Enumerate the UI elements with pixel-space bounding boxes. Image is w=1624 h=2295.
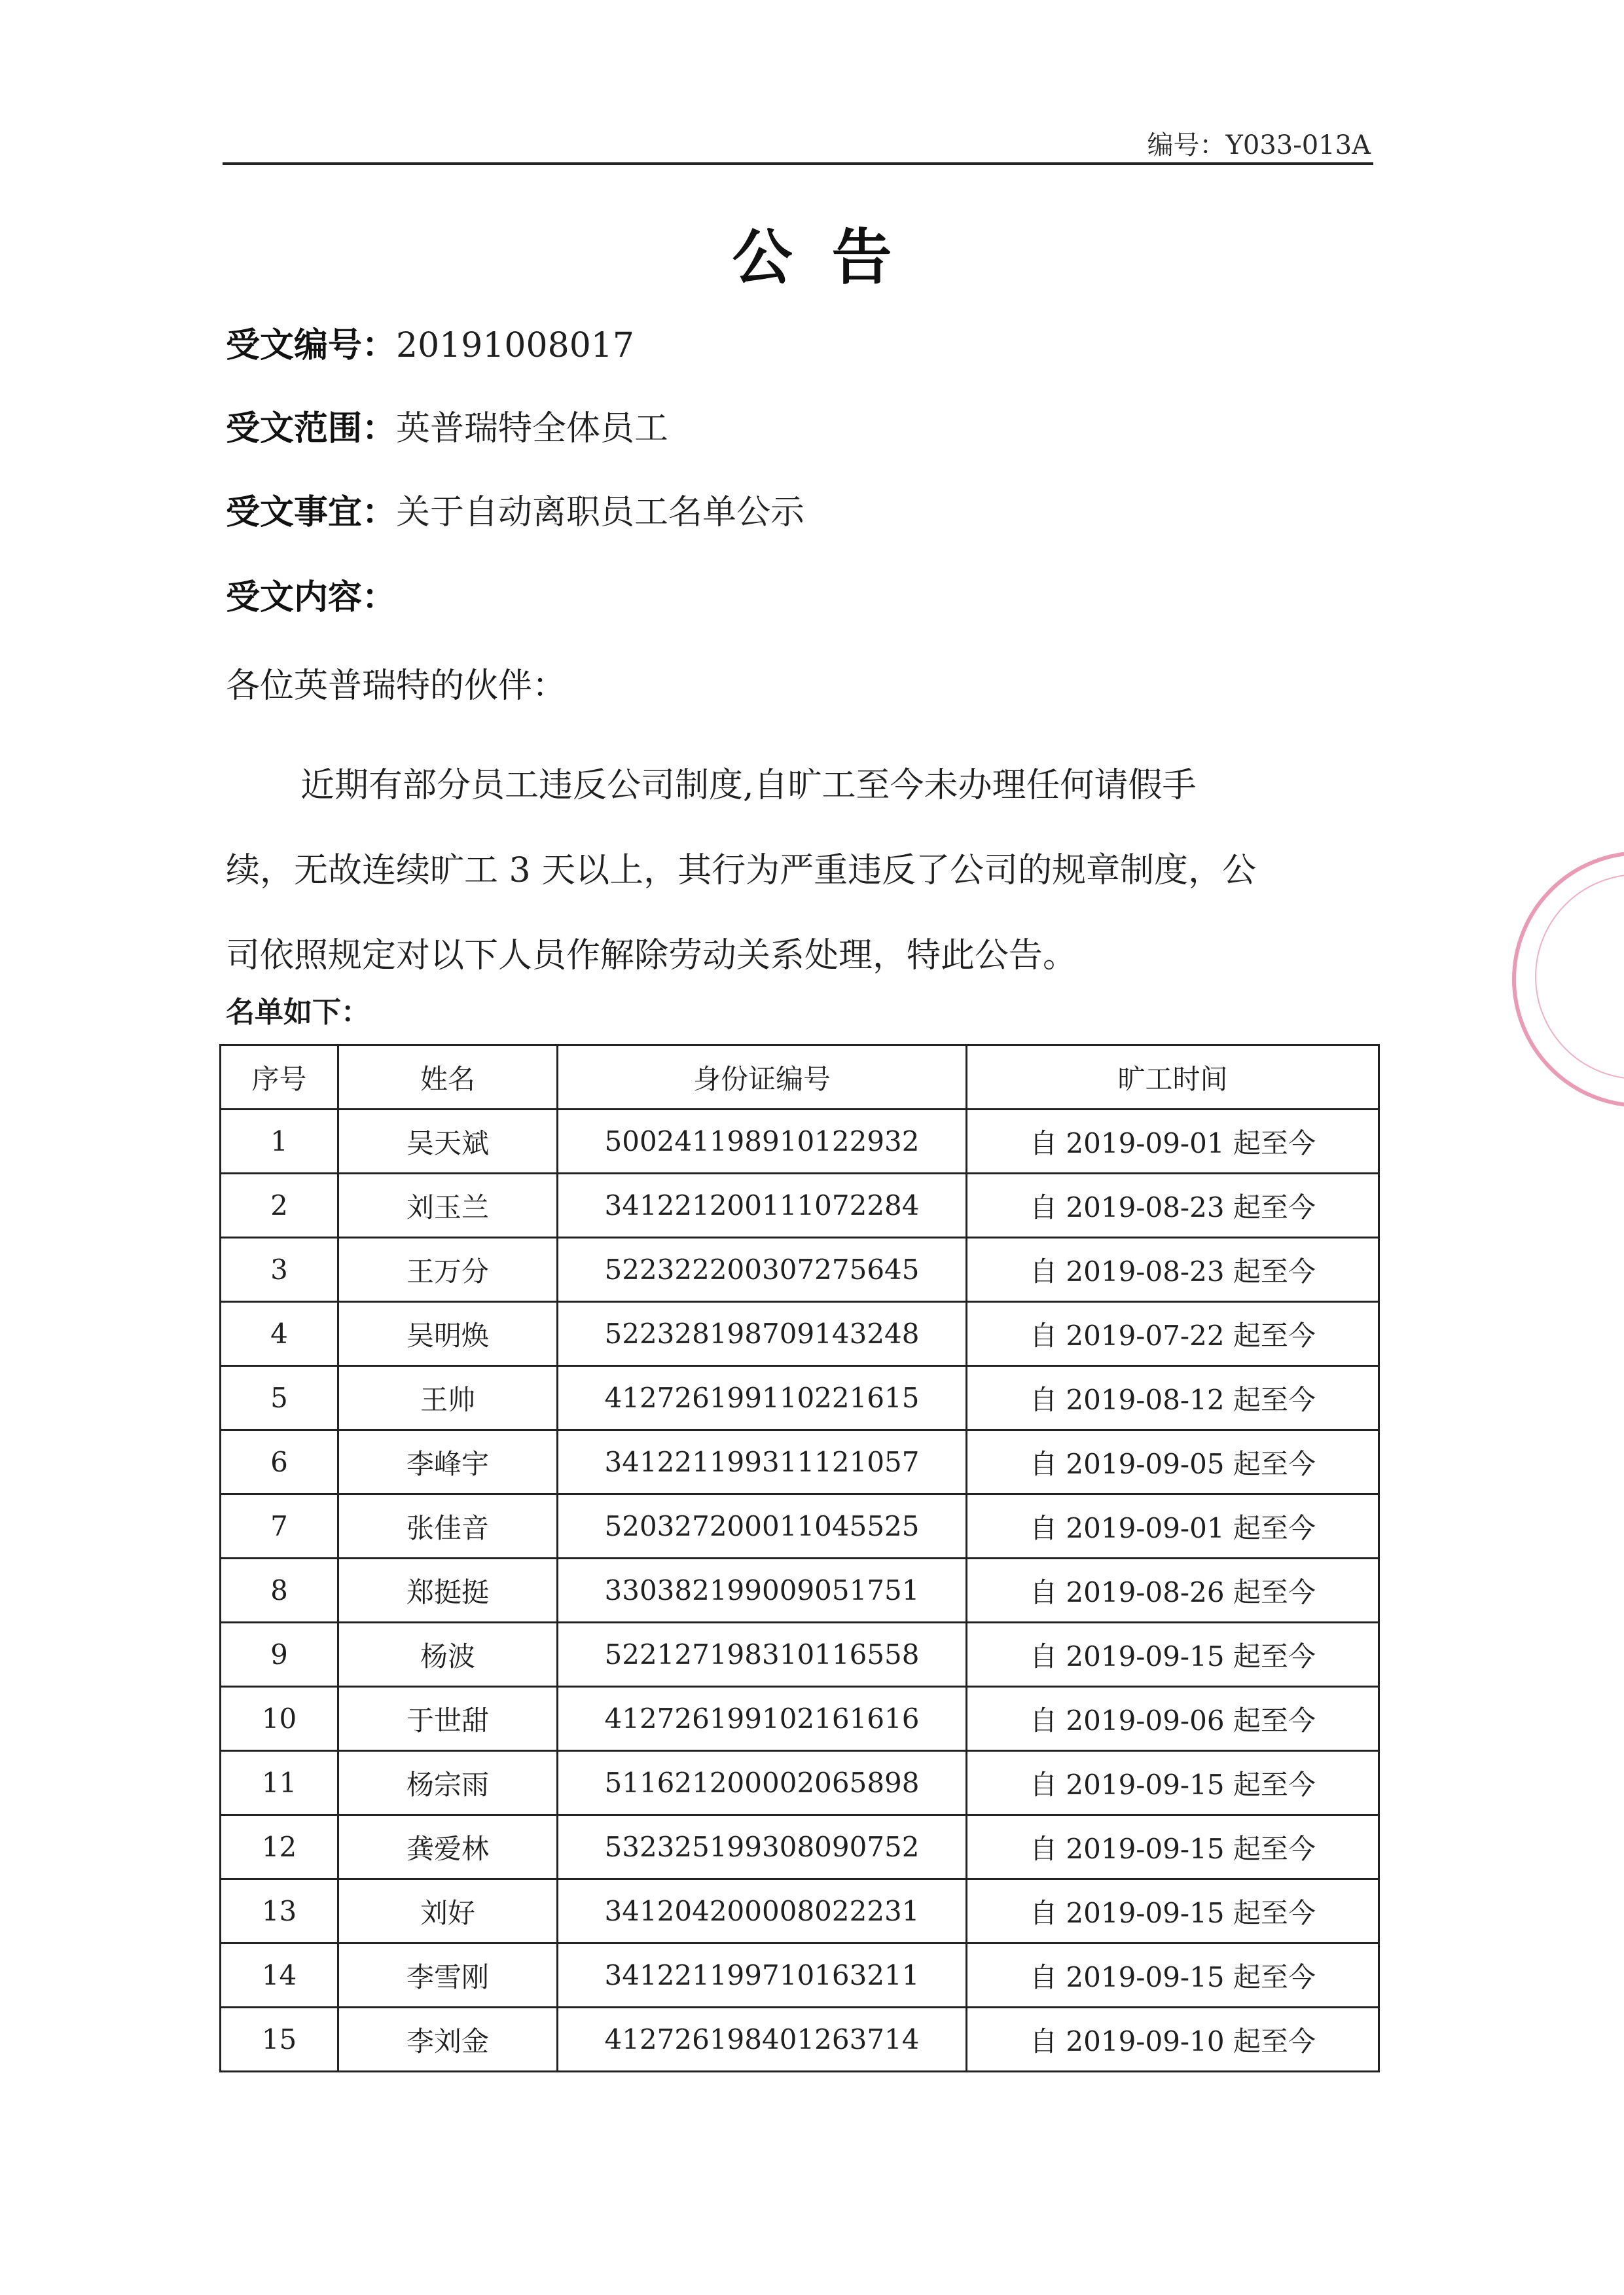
table-row: [221, 1623, 1379, 1687]
cell-name: 于世甜: [338, 1687, 558, 1751]
table-body: [221, 1110, 1379, 2072]
field-label: 受文编号：: [226, 326, 397, 365]
column-header-id: 身份证编号: [558, 1045, 967, 1110]
cell-id-number: 522127198310116558: [558, 1623, 967, 1687]
field-value: 20191008017: [396, 326, 634, 365]
table-row: [221, 1815, 1379, 1879]
cell-seq: 7: [221, 1494, 338, 1559]
cell-id-number: 341221199311121057: [558, 1430, 967, 1494]
cell-seq: 10: [221, 1687, 338, 1751]
cell-seq: 12: [221, 1815, 338, 1879]
field-scope: [226, 401, 668, 450]
cell-absence-time: 自 2019-09-15 起至今: [967, 1879, 1379, 1943]
cell-id-number: 522328198709143248: [558, 1302, 967, 1366]
cell-name: 李刘金: [338, 2008, 558, 2072]
cell-seq: 14: [221, 1943, 338, 2008]
cell-name: 郑挺挺: [338, 1559, 558, 1623]
announcement-body: [226, 743, 1378, 998]
cell-id-number: 412726198401263714: [558, 2008, 967, 2072]
cell-absence-time: 自 2019-08-23 起至今: [967, 1238, 1379, 1302]
cell-id-number: 520327200011045525: [558, 1494, 967, 1559]
cell-name: 王万分: [338, 1238, 558, 1302]
cell-seq: 1: [221, 1110, 338, 1174]
table-row: [221, 1302, 1379, 1366]
cell-name: 杨宗雨: [338, 1751, 558, 1815]
cell-absence-time: 自 2019-09-01 起至今: [967, 1494, 1379, 1559]
cell-id-number: 341204200008022231: [558, 1879, 967, 1943]
body-line: 续，无故连续旷工 3 天以上，其行为严重违反了公司的规章制度，公: [226, 851, 1257, 890]
document-number: 编号：Y033-013A: [1147, 130, 1371, 160]
table-header-row: [221, 1045, 1379, 1110]
column-header-name: 姓名: [338, 1045, 558, 1110]
cell-id-number: 511621200002065898: [558, 1751, 967, 1815]
field-subject: [226, 484, 804, 533]
cell-absence-time: 自 2019-08-26 起至今: [967, 1559, 1379, 1623]
cell-seq: 5: [221, 1366, 338, 1430]
cell-name: 龚爱林: [338, 1815, 558, 1879]
field-receipt-number: [226, 317, 634, 367]
cell-name: 吴明焕: [338, 1302, 558, 1366]
cell-seq: 4: [221, 1302, 338, 1366]
cell-name: 刘玉兰: [338, 1174, 558, 1238]
cell-seq: 13: [221, 1879, 338, 1943]
header-rule: [223, 162, 1373, 165]
table-row: [221, 1238, 1379, 1302]
dismissal-table: [219, 1044, 1380, 2072]
cell-seq: 6: [221, 1430, 338, 1494]
table-row: [221, 1430, 1379, 1494]
cell-id-number: 522322200307275645: [558, 1238, 967, 1302]
cell-absence-time: 自 2019-09-15 起至今: [967, 1751, 1379, 1815]
table-row: [221, 1751, 1379, 1815]
cell-absence-time: 自 2019-09-06 起至今: [967, 1687, 1379, 1751]
cell-id-number: 330382199009051751: [558, 1559, 967, 1623]
cell-name: 杨波: [338, 1623, 558, 1687]
table-row: [221, 1494, 1379, 1559]
table-row: [221, 1559, 1379, 1623]
cell-absence-time: 自 2019-08-12 起至今: [967, 1366, 1379, 1430]
cell-seq: 15: [221, 2008, 338, 2072]
table-row: [221, 1174, 1379, 1238]
table-row: [221, 1943, 1379, 2008]
cell-absence-time: 自 2019-09-10 起至今: [967, 2008, 1379, 2072]
column-header-seq: 序号: [221, 1045, 338, 1110]
cell-name: 李峰宇: [338, 1430, 558, 1494]
field-label: 受文内容：: [226, 578, 397, 617]
cell-name: 李雪刚: [338, 1943, 558, 2008]
cell-name: 张佳音: [338, 1494, 558, 1559]
body-line: 司依照规定对以下人员作解除劳动关系处理，特此公告。: [226, 936, 1077, 975]
salutation: 各位英普瑞特的伙伴：: [226, 666, 567, 706]
cell-absence-time: 自 2019-09-15 起至今: [967, 1623, 1379, 1687]
field-value: 英普瑞特全体员工: [396, 409, 669, 448]
table-row: [221, 1687, 1379, 1751]
field-content: [226, 569, 396, 619]
field-label: 受文事宜：: [226, 493, 397, 532]
cell-absence-time: 自 2019-09-15 起至今: [967, 1815, 1379, 1879]
table-row: [221, 2008, 1379, 2072]
field-value: 关于自动离职员工名单公示: [396, 493, 805, 532]
cell-absence-time: 自 2019-09-05 起至今: [967, 1430, 1379, 1494]
cell-name: 刘好: [338, 1879, 558, 1943]
cell-id-number: 412726199110221615: [558, 1366, 967, 1430]
cell-id-number: 500241198910122932: [558, 1110, 967, 1174]
table-row: [221, 1110, 1379, 1174]
table-row: [221, 1366, 1379, 1430]
cell-absence-time: 自 2019-09-01 起至今: [967, 1110, 1379, 1174]
cell-seq: 8: [221, 1559, 338, 1623]
cell-id-number: 412726199102161616: [558, 1687, 967, 1751]
field-label: 受文范围：: [226, 409, 397, 448]
cell-absence-time: 自 2019-09-15 起至今: [967, 1943, 1379, 2008]
cell-seq: 11: [221, 1751, 338, 1815]
cell-id-number: 532325199308090752: [558, 1815, 967, 1879]
cell-seq: 9: [221, 1623, 338, 1687]
cell-seq: 3: [221, 1238, 338, 1302]
table-row: [221, 1879, 1379, 1943]
column-header-absence: 旷工时间: [967, 1045, 1379, 1110]
body-line: 近期有部分员工违反公司制度,自旷工至今未办理任何请假手: [300, 766, 1197, 805]
cell-absence-time: 自 2019-07-22 起至今: [967, 1302, 1379, 1366]
cell-seq: 2: [221, 1174, 338, 1238]
list-heading: 名单如下：: [226, 996, 370, 1029]
page-title: 公告: [732, 223, 931, 293]
cell-name: 王帅: [338, 1366, 558, 1430]
cell-id-number: 341221200111072284: [558, 1174, 967, 1238]
cell-id-number: 341221199710163211: [558, 1943, 967, 2008]
cell-absence-time: 自 2019-08-23 起至今: [967, 1174, 1379, 1238]
cell-name: 吴天斌: [338, 1110, 558, 1174]
